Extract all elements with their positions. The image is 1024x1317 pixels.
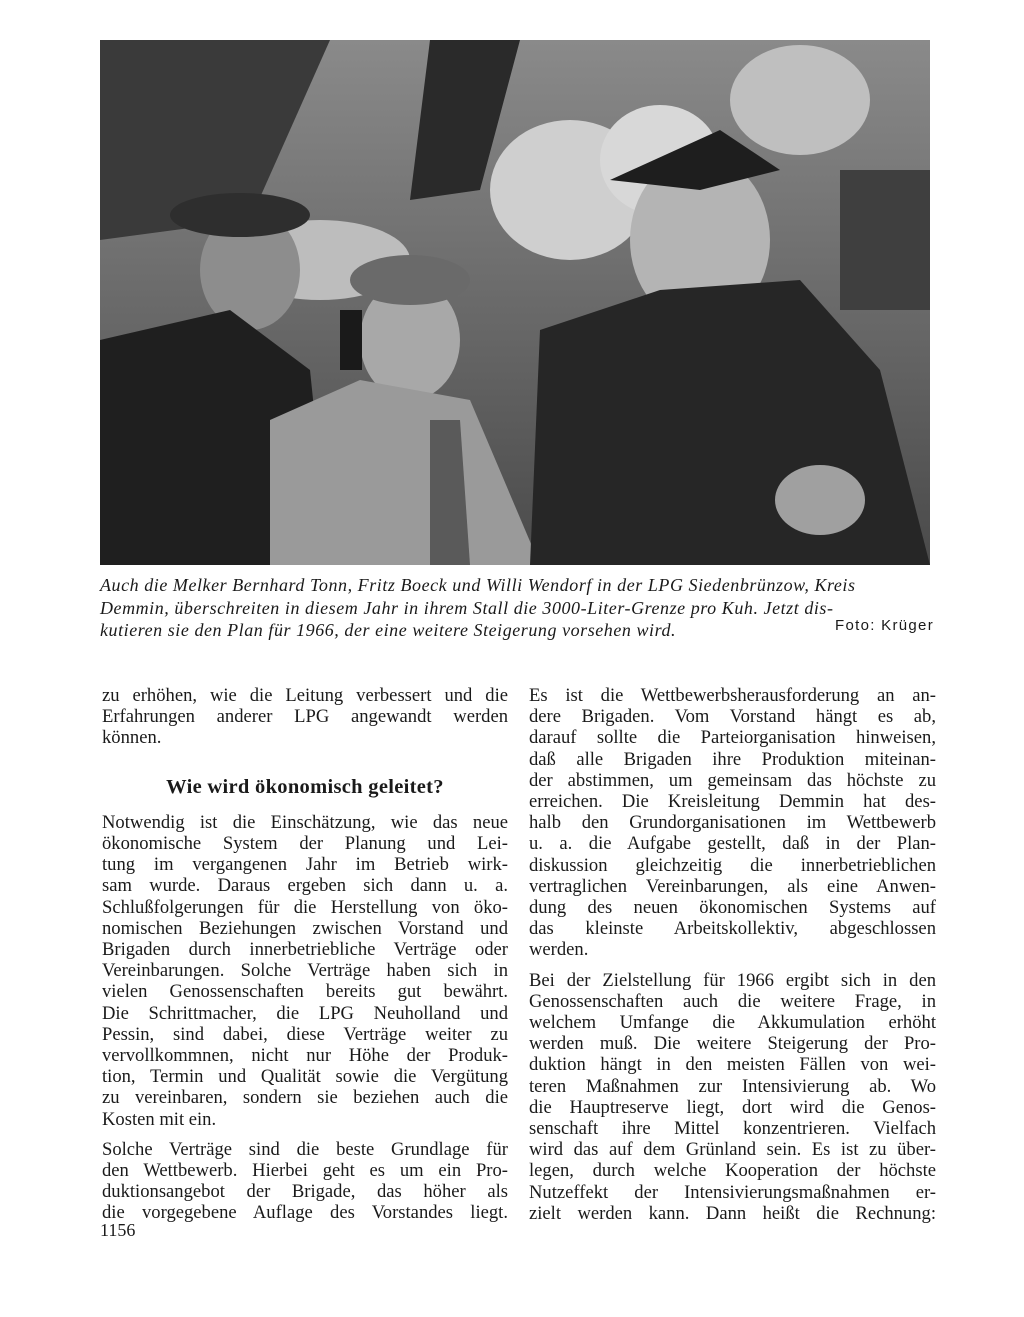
text-line: Brigaden durch innerbetriebliche Verträge oder [102, 939, 508, 961]
right-column [529, 685, 936, 1224]
text-line: zielt werden kann. Dann heißt die Rechnung: [529, 1202, 936, 1224]
text-line: Schlußfolgerungen für die Herstellung von öko- [102, 896, 508, 918]
text-line: duktionsangebot der Brigade, das höher als [102, 1181, 508, 1203]
text-line: werden muß. Die weitere Steigerung der Pro- [529, 1033, 936, 1055]
text-line: tion, Termin und Qualität sowie die Vergütung [102, 1066, 508, 1088]
text-line: halb den Grundorganisationen im Wettbewerb [529, 812, 936, 834]
text-line: können. [102, 727, 162, 749]
text-line: das kleinste Arbeitskollektiv, abgeschlossen [529, 918, 936, 940]
text-line: Es ist die Wettbewerbsherausforderung an an- [529, 685, 936, 706]
left-column [102, 685, 508, 1224]
text-line: werden. [529, 939, 589, 961]
text-line: zu vereinbaren, sondern sie beziehen auch die [102, 1087, 508, 1109]
text-line: Genossenschaften auch die weitere Frage, in [529, 990, 936, 1012]
text-line: zu erhöhen, wie die Leitung verbessert und die [102, 685, 508, 706]
text-line: Nutzeffekt der Intensivierungsmaßnahmen er- [529, 1181, 936, 1203]
paragraph [529, 970, 936, 1224]
section-heading: Wie wird ökonomisch geleitet? [166, 775, 444, 798]
text-line: tung im vergangenen Jahr im Betrieb wirk- [102, 854, 508, 876]
text-line: Kosten mit ein. [102, 1108, 217, 1130]
photo-three-milkers [100, 40, 930, 565]
text-line: wird das auf dem Grünland sein. Es ist zu über- [529, 1139, 936, 1161]
text-line: dere Brigaden. Vom Vorstand hängt es ab, [529, 706, 936, 728]
text-line: Bei der Zielstellung für 1966 ergibt sich in den [529, 969, 936, 991]
text-line: der abstimmen, um gemeinsam das höchste zu [529, 769, 936, 791]
text-line: daß alle Brigaden ihre Produktion miteinan- [529, 748, 936, 770]
photo-image [100, 40, 930, 565]
text-line: sam wurde. Daraus ergeben sich dann u. a. [102, 875, 508, 897]
intro-paragraph [102, 685, 508, 749]
text-line: duktion hängt in den meisten Fällen von wei- [529, 1054, 936, 1076]
text-line: vervollkommnen, nicht nur Höhe der Produk- [102, 1045, 508, 1067]
text-line: nomischen Beziehungen zwischen Vorstand und [102, 917, 508, 939]
text-line: Pessin, sind dabei, diese Verträge weiter zu [102, 1023, 508, 1045]
text-line: Solche Verträge sind die beste Grundlage für [102, 1138, 508, 1160]
text-line: die vorgegebene Auflage des Vorstandes liegt. [102, 1202, 508, 1224]
text-line: u. a. die Aufgabe gestellt, daß in der Plan- [529, 833, 936, 855]
text-line: diskussion gleichzeitig die innerbetrieblichen [529, 854, 936, 876]
text-line: Die Schrittmacher, die LPG Neuholland und [102, 1002, 508, 1024]
text-line: die Hauptreserve liegt, dort wird die Genos- [529, 1096, 936, 1118]
caption-line: kutieren sie den Plan für 1966, der eine weitere Steigerung vorsehen wird. [100, 620, 677, 640]
paragraph [102, 1139, 508, 1224]
photo-caption [100, 574, 938, 642]
text-line: Erfahrungen anderer LPG angewandt werden [102, 706, 508, 728]
text-line: dung des neuen ökonomischen Systems auf [529, 897, 936, 919]
text-line: Notwendig ist die Einschätzung, wie das neue [102, 811, 508, 833]
text-line: erreichen. Die Kreisleitung Demmin hat des- [529, 791, 936, 813]
photo-credit: Foto: Krüger [835, 617, 934, 634]
text-line: legen, durch welche Kooperation der höchste [529, 1160, 936, 1182]
text-line: Vereinbarungen. Solche Verträge haben sich in [102, 960, 508, 982]
caption-line: Auch die Melker Bernhard Tonn, Fritz Boeck und Willi Wendorf in der LPG Siedenbrünzow, Kreis [100, 575, 856, 595]
text-line: welchem Umfange die Akkumulation erhöht [529, 1012, 936, 1034]
paragraph [102, 812, 508, 1130]
text-line: senschaft ihre Mittel konzentrieren. Vielfach [529, 1118, 936, 1140]
paragraph [529, 685, 936, 961]
text-line: darauf sollte die Parteiorganisation hinweisen, [529, 727, 936, 749]
text-line: vielen Genossenschaften bereits gut bewährt. [102, 981, 508, 1003]
caption-line: Demmin, überschreiten in diesem Jahr in ihrem Stall die 3000-Liter-Grenze pro Kuh. Jetzt dis- [100, 597, 834, 618]
page-number: 1156 [100, 1220, 136, 1240]
text-line: vertraglichen Vereinbarungen, als eine Anwen- [529, 875, 936, 897]
text-line: teren Maßnahmen zur Intensivierung ab. Wo [529, 1075, 936, 1097]
text-line: ökonomische System der Planung und Lei- [102, 833, 508, 855]
text-line: den Wettbewerb. Hierbei geht es um ein Pro- [102, 1160, 508, 1182]
